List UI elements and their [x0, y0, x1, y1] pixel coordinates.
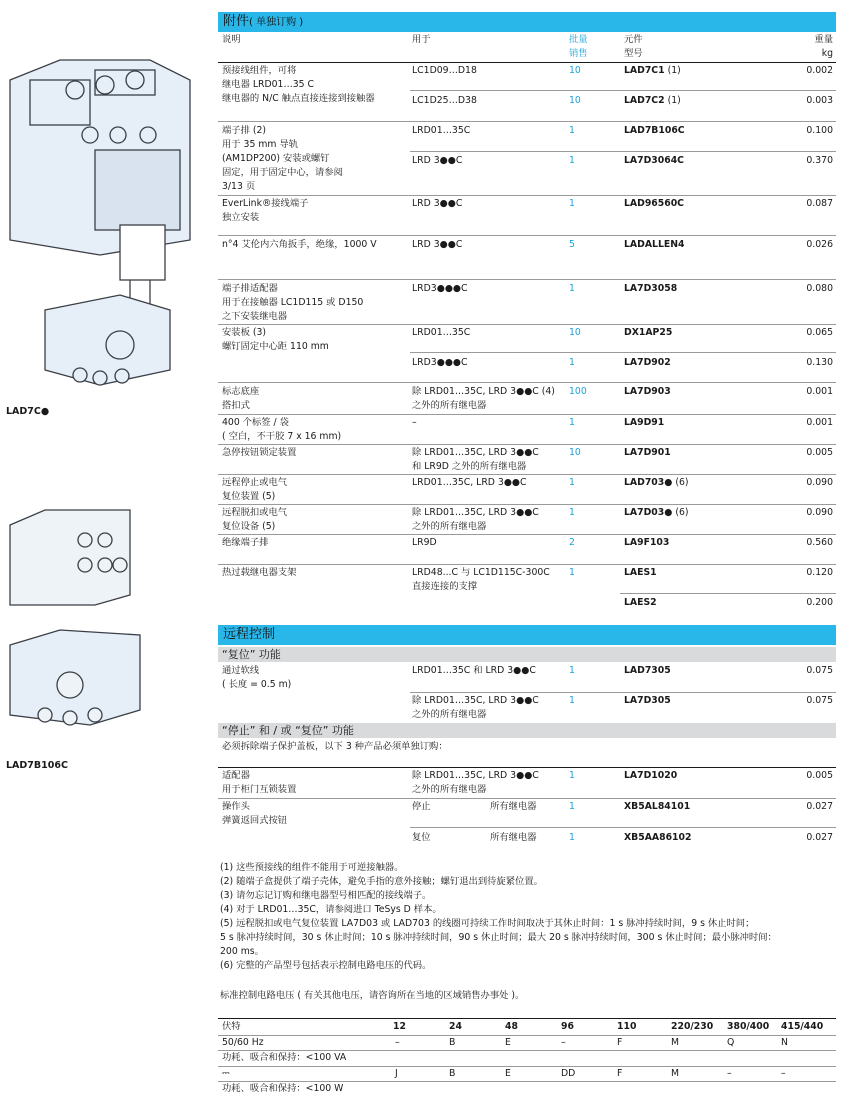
- row-ref: LAES2: [624, 597, 657, 608]
- row-desc: 安装板 (3): [222, 327, 267, 338]
- row-weight: 0.005: [806, 447, 833, 458]
- row-qty: 1: [569, 155, 575, 166]
- footnote: 200 ms。: [220, 946, 264, 957]
- row-for: LRD 3●●C: [412, 155, 463, 166]
- row-weight: 0.100: [806, 125, 833, 136]
- voltage-ac-note: 功耗、吸合和保持：<100 VA: [222, 1052, 347, 1063]
- row-desc: 适配器: [222, 770, 250, 781]
- voltage-ac-cell: N: [781, 1037, 788, 1048]
- row-desc: 螺钉固定中心距 110 mm: [222, 341, 329, 352]
- footnote: (4) 对于 LRD01…35C，请参阅进口 TeSys D 样本。: [220, 904, 442, 915]
- row-divider: [218, 235, 836, 236]
- row-qty: 10: [569, 95, 581, 106]
- row-divider: [218, 62, 836, 63]
- header-qty-line1: 批量: [569, 34, 588, 45]
- row-ref: LAD7C2: [624, 95, 665, 106]
- row-for: LR9D: [412, 537, 437, 548]
- row-weight: 0.001: [806, 386, 833, 397]
- row-desc: 3/13 页: [222, 181, 256, 192]
- row-ref: LAD96560C: [624, 198, 685, 209]
- row-weight: 0.087: [806, 198, 833, 209]
- row-divider: [410, 692, 836, 693]
- row-for-line2: 直接连接的支撑: [412, 581, 478, 592]
- footnote: 5 s 脉冲持续时间，30 s 休止时间；10 s 脉冲持续时间，90 s 休止时间；最大 20 s 脉冲持续时间，300 s 休止时间；最小脉冲时间：: [220, 932, 777, 943]
- row-for: –: [412, 417, 417, 428]
- row-ref: LAES1: [624, 567, 657, 578]
- voltage-ac-cell: –: [561, 1037, 566, 1048]
- row-for-line2: 之外的所有继电器: [412, 784, 487, 795]
- row-qty: 1: [569, 417, 575, 428]
- footnote: (3) 请勿忘记订购和继电器型号相匹配的接线端子。: [220, 890, 432, 901]
- row-for: 除 LRD01…35C, LRD 3●●C: [412, 695, 539, 706]
- voltage-header-cell: 12: [393, 1021, 406, 1032]
- row-for: 复位: [412, 832, 431, 843]
- voltage-dc-cell: –: [781, 1068, 786, 1079]
- row-weight: 0.130: [806, 357, 833, 368]
- row-ref: LADALLEN4: [624, 239, 685, 250]
- table-divider: [218, 1018, 836, 1019]
- row-divider: [218, 324, 836, 325]
- row-qty: 1: [569, 695, 575, 706]
- row-weight: 0.003: [806, 95, 833, 106]
- row-desc: 搭扣式: [222, 400, 250, 411]
- header-for: 用于: [412, 34, 431, 45]
- row-for: LRD01…35C, LRD 3●●C: [412, 477, 527, 488]
- row-desc: 复位装置 (5): [222, 491, 276, 502]
- accessories-subtitle: ( 单独订购 ): [249, 17, 304, 28]
- row-ref: LA7D903: [624, 386, 671, 397]
- voltage-header-cell: 96: [561, 1021, 574, 1032]
- footnote: (2) 随端子盒提供了端子壳体，避免手指的意外接触；螺钉退出到待旋紧位置。: [220, 876, 543, 887]
- row-desc: 端子排 (2): [222, 125, 267, 136]
- header-ref-line2: 型号: [624, 48, 643, 59]
- row-divider: [218, 798, 836, 799]
- row-desc: 用于在接触器 LC1D115 或 D150: [222, 297, 364, 308]
- row-weight: 0.027: [806, 801, 833, 812]
- voltage-header-label: 伏特: [222, 1021, 241, 1032]
- row-divider: [218, 279, 836, 280]
- row-weight: 0.090: [806, 507, 833, 518]
- voltage-ac-label: 50/60 Hz: [222, 1037, 264, 1048]
- row-desc: 用于 35 mm 导轨: [222, 139, 298, 150]
- row-weight: 0.370: [806, 155, 833, 166]
- row-qty: 1: [569, 283, 575, 294]
- row-for: 除 LRD01…35C, LRD 3●●C (4): [412, 386, 555, 397]
- row-desc: 预接线组件，可将: [222, 65, 297, 76]
- row-for: 除 LRD01…35C, LRD 3●●C: [412, 507, 539, 518]
- row-divider: [620, 593, 836, 594]
- voltage-dc-label: ⎓: [222, 1068, 230, 1079]
- row-qty: 100: [569, 386, 587, 397]
- row-ref: LA7D3058: [624, 283, 678, 294]
- row-qty: 1: [569, 567, 575, 578]
- row-desc: 用于柜门互锁装置: [222, 784, 297, 795]
- row-desc: 通过软线: [222, 665, 260, 676]
- row-weight: 0.005: [806, 770, 833, 781]
- row-desc: 继电器 LRD01…35 C: [222, 79, 315, 90]
- row-desc: ( 空白，不干胶 7 x 16 mm): [222, 431, 342, 442]
- row-for: 停止: [412, 801, 431, 812]
- row-for: LC1D25…D38: [412, 95, 477, 106]
- row-ref: LAD7B106C: [624, 125, 685, 136]
- row-for: 除 LRD01…35C, LRD 3●●C: [412, 447, 539, 458]
- row-qty: 1: [569, 477, 575, 488]
- voltage-ac-cell: M: [671, 1037, 680, 1048]
- row-ref: LA7D03●: [624, 507, 673, 518]
- row-ref: LAD7305: [624, 665, 671, 676]
- stop-reset-function-subheader: “停止” 和 / 或 “复位” 功能: [218, 723, 836, 738]
- voltage-ac-cell: Q: [727, 1037, 735, 1048]
- row-desc: 400 个标签 / 袋: [222, 417, 289, 428]
- table-divider: [218, 1081, 836, 1082]
- row-weight: 0.026: [806, 239, 833, 250]
- row-desc: 继电器的 N/C 触点直接连接到接触器: [222, 93, 375, 104]
- row-desc: 独立安装: [222, 212, 260, 223]
- row-qty: 2: [569, 537, 575, 548]
- header-weight-line2: kg: [821, 48, 833, 59]
- voltage-header-cell: 24: [449, 1021, 462, 1032]
- row-ref: DX1AP25: [624, 327, 673, 338]
- voltage-dc-cell: –: [727, 1068, 732, 1079]
- row-qty: 10: [569, 447, 581, 458]
- row-desc: 固定，用于固定中心，请参阅: [222, 167, 343, 178]
- accessories-title: 附件: [223, 14, 250, 29]
- row-qty: 1: [569, 198, 575, 209]
- header-qty-line2: 销售: [569, 48, 588, 59]
- table-divider: [218, 1035, 836, 1036]
- footnote: (1) 这些预接线的组件不能用于可逆接触器。: [220, 862, 404, 873]
- row-for-line2: 之外的所有继电器: [412, 709, 487, 720]
- row-ref: LA9D91: [624, 417, 665, 428]
- voltage-dc-cell: M: [671, 1068, 680, 1079]
- row-ref-note: (6): [675, 477, 689, 488]
- row-for: LRD 3●●C: [412, 198, 463, 209]
- row-for: LRD01…35C: [412, 125, 471, 136]
- voltage-header-cell: 380/400: [727, 1021, 770, 1032]
- voltage-dc-cell: DD: [561, 1068, 576, 1079]
- row-desc: 远程脱扣或电气: [222, 507, 288, 518]
- voltage-ac-cell: B: [449, 1037, 456, 1048]
- voltage-header-cell: 220/230: [671, 1021, 714, 1032]
- row-weight: 0.560: [806, 537, 833, 548]
- row-qty: 1: [569, 770, 575, 781]
- voltage-intro: 标准控制电路电压 ( 有关其他电压，请咨询所在当地的区域销售办事处 )。: [220, 990, 525, 1001]
- row-weight: 0.080: [806, 283, 833, 294]
- row-desc: n°4 艾伦内六角扳手，绝缘，1000 V: [222, 239, 377, 250]
- row-weight: 0.027: [806, 832, 833, 843]
- row-desc: 弹簧返回式按钮: [222, 815, 288, 826]
- row-for-line2: 之外的所有继电器: [412, 521, 487, 532]
- voltage-dc-cell: J: [395, 1068, 398, 1079]
- row-qty: 5: [569, 239, 575, 250]
- row-ref: XB5AL84101: [624, 801, 691, 812]
- row-qty: 1: [569, 832, 575, 843]
- accessories-title-bar: [218, 12, 836, 32]
- row-desc: 复位设备 (5): [222, 521, 276, 532]
- row-for: 除 LRD01…35C, LRD 3●●C: [412, 770, 539, 781]
- row-for-relays: 所有继电器: [490, 832, 537, 843]
- row-ref: LA9F103: [624, 537, 670, 548]
- row-ref: XB5AA86102: [624, 832, 692, 843]
- row-desc: ( 长度 = 0.5 m): [222, 679, 292, 690]
- header-ref-line1: 元件: [624, 34, 643, 45]
- row-divider: [410, 151, 836, 152]
- row-ref-note: (1): [667, 95, 681, 106]
- row-for: LRD48...C 与 LC1D115C-300C: [412, 567, 550, 578]
- row-qty: 10: [569, 327, 581, 338]
- row-for: LRD01…35C 和 LRD 3●●C: [412, 665, 536, 676]
- row-weight: 0.120: [806, 567, 833, 578]
- row-ref: LAD703●: [624, 477, 673, 488]
- stop-reset-note: 必须拆除端子保护盖板，以下 3 种产品必须单独订购：: [222, 741, 448, 752]
- row-ref-note: (1): [667, 65, 681, 76]
- row-for-line2: 和 LR9D 之外的所有继电器: [412, 461, 527, 472]
- row-desc: 绝缘端子排: [222, 537, 269, 548]
- row-divider: [410, 352, 836, 353]
- row-desc: EverLink®接线端子: [222, 198, 309, 209]
- voltage-header-cell: 48: [505, 1021, 518, 1032]
- voltage-dc-cell: B: [449, 1068, 456, 1079]
- reset-function-subheader: “复位” 功能: [218, 647, 836, 662]
- row-divider: [218, 444, 836, 445]
- row-for: LRD3●●●C: [412, 283, 468, 294]
- row-desc: 端子排适配器: [222, 283, 278, 294]
- row-for: LRD3●●●C: [412, 357, 468, 368]
- row-desc: 标志底座: [222, 386, 260, 397]
- lad7b106c-product-illustration: [0, 505, 200, 750]
- row-divider: [218, 121, 836, 122]
- table-divider: [218, 1066, 836, 1067]
- lad7b106c-caption: LAD7B106C: [6, 760, 68, 771]
- voltage-dc-cell: E: [505, 1068, 511, 1079]
- row-qty: 10: [569, 65, 581, 76]
- row-qty: 1: [569, 665, 575, 676]
- voltage-dc-cell: F: [617, 1068, 623, 1079]
- row-weight: 0.075: [806, 695, 833, 706]
- header-description: 说明: [222, 34, 241, 45]
- footnote: (5) 远程脱扣或电气复位装置 LA7D03 或 LAD703 的线圈可持续工作时间取决于其休止时间：1 s 脉冲持续时间，9 s 休止时间；: [220, 918, 755, 929]
- row-desc: (AM1DP200) 安装或螺钉: [222, 153, 330, 164]
- row-weight: 0.002: [806, 65, 833, 76]
- row-weight: 0.075: [806, 665, 833, 676]
- row-divider: [218, 504, 836, 505]
- row-weight: 0.090: [806, 477, 833, 488]
- row-ref: LA7D305: [624, 695, 671, 706]
- row-divider: [218, 414, 836, 415]
- row-desc: 之下安装继电器: [222, 311, 288, 322]
- table-divider: [218, 1050, 836, 1051]
- row-desc: 热过载继电器支架: [222, 567, 297, 578]
- row-for-line2: 之外的所有继电器: [412, 400, 487, 411]
- lad7c-product-illustration: [0, 40, 200, 410]
- row-divider: [218, 382, 836, 383]
- header-weight-line1: 重量: [814, 34, 833, 45]
- row-qty: 1: [569, 125, 575, 136]
- voltage-ac-cell: F: [617, 1037, 623, 1048]
- row-for: LRD01…35C: [412, 327, 471, 338]
- voltage-header-cell: 110: [617, 1021, 637, 1032]
- row-divider: [410, 827, 836, 828]
- row-ref: LA7D1020: [624, 770, 678, 781]
- row-for: LRD 3●●C: [412, 239, 463, 250]
- voltage-dc-note: 功耗、吸合和保持：<100 W: [222, 1083, 344, 1094]
- row-desc: 急停按钮锁定装置: [222, 447, 297, 458]
- row-divider: [218, 534, 836, 535]
- row-divider: [218, 195, 836, 196]
- row-weight: 0.001: [806, 417, 833, 428]
- voltage-ac-cell: E: [505, 1037, 511, 1048]
- row-desc: 操作头: [222, 801, 250, 812]
- row-for-relays: 所有继电器: [490, 801, 537, 812]
- row-weight: 0.065: [806, 327, 833, 338]
- row-qty: 1: [569, 801, 575, 812]
- row-qty: 1: [569, 357, 575, 368]
- voltage-ac-cell: –: [395, 1037, 400, 1048]
- row-qty: 1: [569, 507, 575, 518]
- row-weight: 0.200: [806, 597, 833, 608]
- row-ref: LA7D3064C: [624, 155, 685, 166]
- row-ref: LA7D902: [624, 357, 671, 368]
- row-divider: [410, 90, 836, 91]
- lad7c-caption: LAD7C●: [6, 406, 50, 417]
- row-ref: LA7D901: [624, 447, 671, 458]
- row-ref-note: (6): [675, 507, 689, 518]
- row-desc: 远程停止或电气: [222, 477, 288, 488]
- row-ref: LAD7C1: [624, 65, 665, 76]
- remote-title: 远程控制: [223, 627, 276, 642]
- row-divider: [218, 474, 836, 475]
- row-divider: [218, 767, 836, 768]
- row-for: LC1D09…D18: [412, 65, 477, 76]
- footnote: (6) 完整的产品型号包括表示控制电路电压的代码。: [220, 960, 432, 971]
- row-divider: [218, 564, 836, 565]
- remote-title-bar: [218, 625, 836, 645]
- voltage-header-cell: 415/440: [781, 1021, 824, 1032]
